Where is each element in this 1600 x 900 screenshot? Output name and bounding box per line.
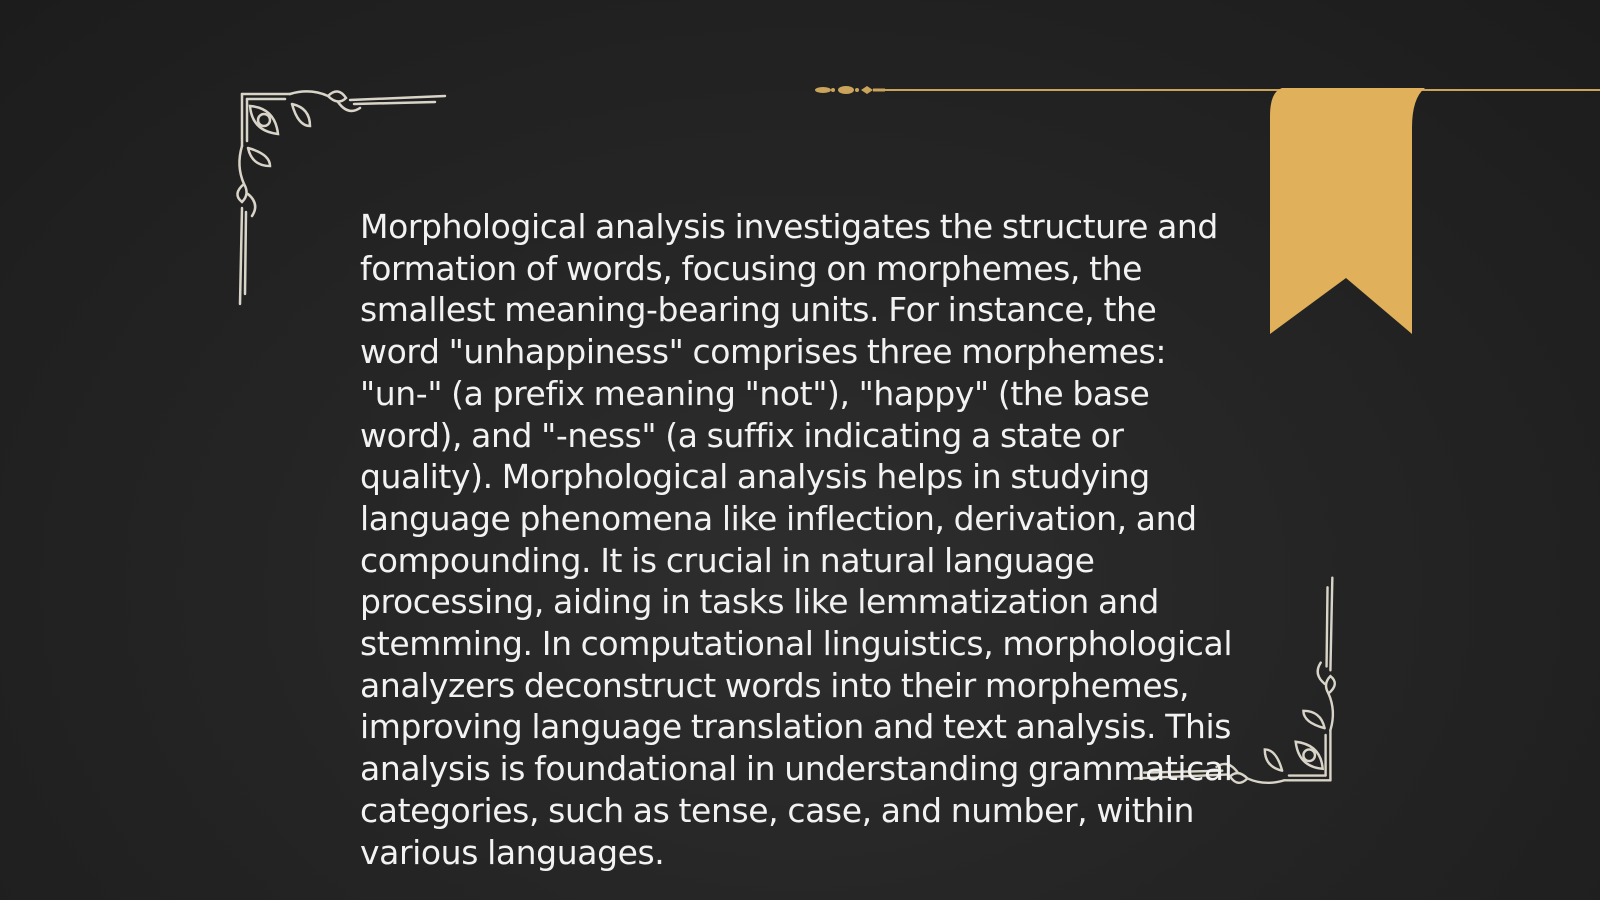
- top-ornamental-rule: [815, 80, 1600, 100]
- bookmark-ribbon-icon: [1270, 88, 1425, 334]
- body-paragraph: Morphological analysis investigates the structure and formation of words, focusing on morphemes, the smallest meaning-bearing units. For instance, the word "unhappiness" comprises three morphemes: "un-" (a prefix meaning "not"), "happy" (the base word), and "-ness" (a suffix indicating a state or quality). Morphological analysis helps in studying language phenomena like inflection, derivation, and compounding. It is crucial in natural language processing, aiding in tasks like lemmatization and stemming. In computational linguistics, morphological analyzers deconstruct words into their morphemes, improving language translation and text analysis. This analysis is foundational in understanding grammatical categories, such as tense, case, and number, within various languages.: [360, 207, 1233, 872]
